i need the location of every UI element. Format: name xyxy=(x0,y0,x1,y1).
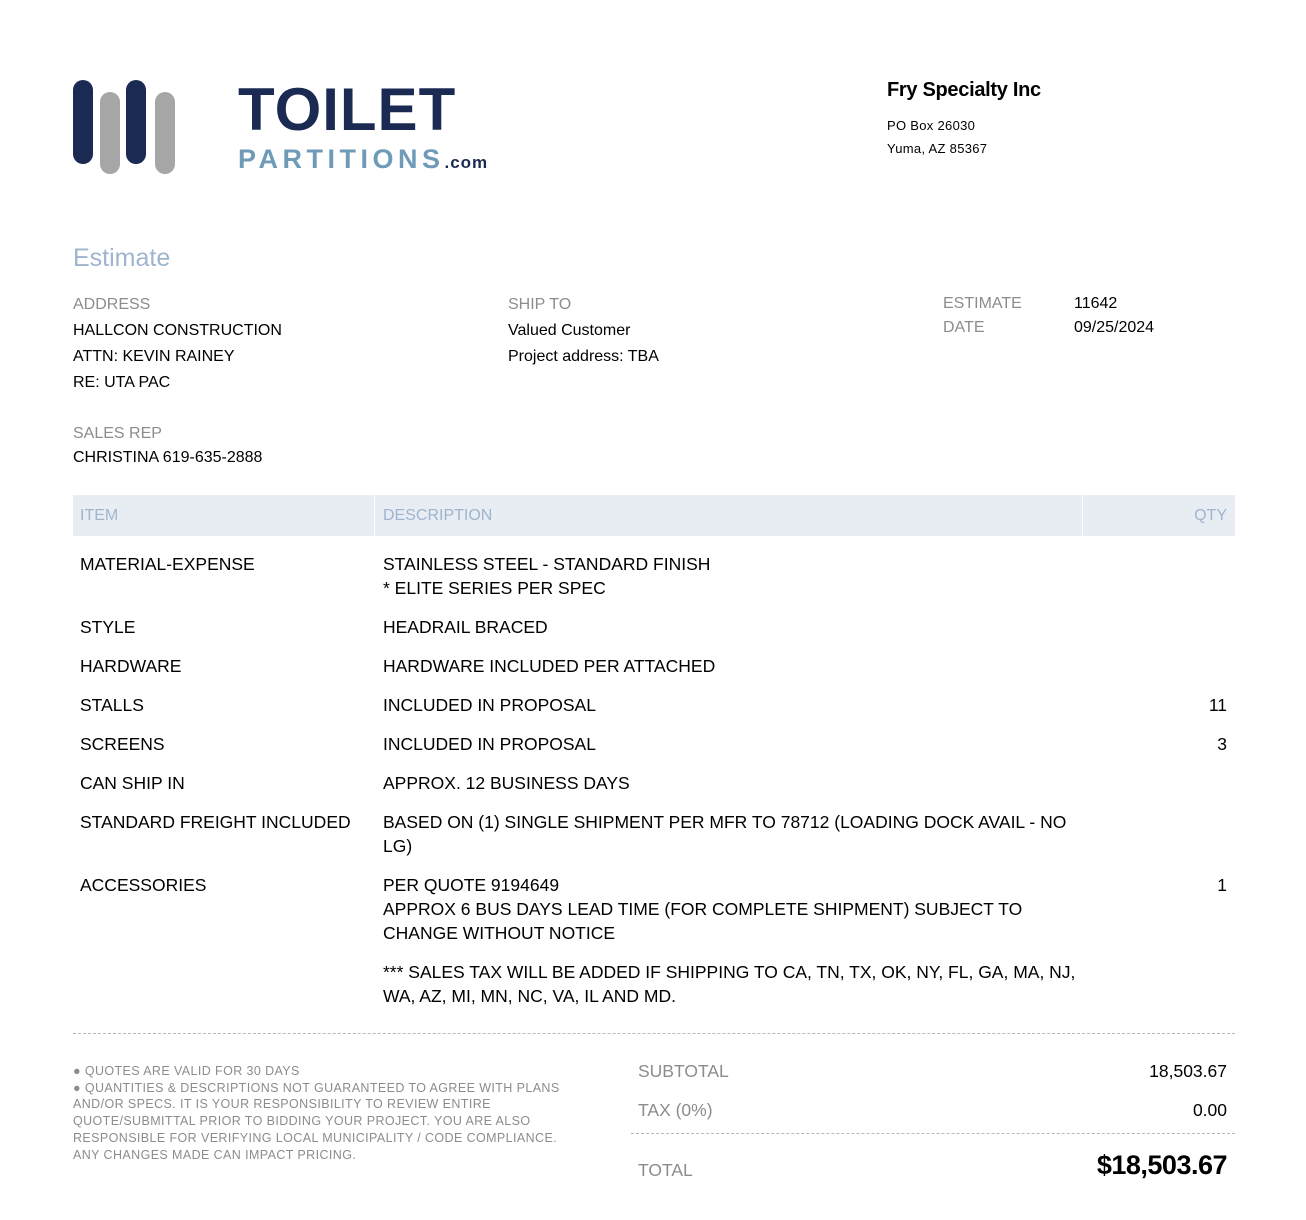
logo-bar-4 xyxy=(155,92,175,174)
description-cell xyxy=(375,732,1083,756)
estimate-date-row xyxy=(943,316,1154,340)
subtotal-row xyxy=(631,1058,1235,1084)
company-name: Fry Specialty Inc xyxy=(887,79,1041,101)
qty-cell: 3 xyxy=(1217,734,1227,754)
divider xyxy=(73,1033,1235,1034)
description-line: APPROX 6 BUS DAYS LEAD TIME (FOR COMPLETE SHIPMENT) SUBJECT TO CHANGE WITHOUT NOTICE xyxy=(383,899,1023,943)
ship-to xyxy=(508,292,659,370)
item-cell xyxy=(73,960,375,1008)
description-cell xyxy=(375,654,1083,678)
description-cell xyxy=(375,693,1083,717)
address-label: ADDRESS xyxy=(73,296,151,313)
tax-row xyxy=(631,1097,1235,1123)
logo-text-partitions-word: PARTITIONS xyxy=(238,144,445,174)
sales-rep-label: SALES REP xyxy=(73,425,162,442)
item-cell: STYLE xyxy=(80,617,136,637)
description-cell xyxy=(375,810,1083,858)
document-title: Estimate xyxy=(73,244,171,272)
description-line: *** SALES TAX WILL BE ADDED IF SHIPPING TO CA, TN, TX, OK, NY, FL, GA, MA, NJ, WA, AZ, MI, MN, NC, VA, IL AND MD. xyxy=(383,962,1076,1006)
description-line: HEADRAIL BRACED xyxy=(383,617,548,637)
estimate-number-label: ESTIMATE xyxy=(943,295,1022,312)
qty-cell: 11 xyxy=(1208,695,1227,715)
description-line: HARDWARE INCLUDED PER ATTACHED xyxy=(383,656,716,676)
logo-text-toilet: TOILET xyxy=(238,76,457,143)
logo-bar-2 xyxy=(100,92,120,174)
description-line: APPROX. 12 BUSINESS DAYS xyxy=(383,773,630,793)
description-line: PER QUOTE 9194649 xyxy=(383,875,560,895)
item-cell: STANDARD FREIGHT INCLUDED xyxy=(80,812,351,832)
item-cell: ACCESSORIES xyxy=(80,875,207,895)
description-cell xyxy=(375,873,1083,945)
tax-label: TAX (0%) xyxy=(638,1100,713,1120)
item-cell: STALLS xyxy=(80,695,144,715)
ship-to-line: Project address: TBA xyxy=(508,348,659,365)
logo-bars-icon xyxy=(72,78,182,178)
description-line: INCLUDED IN PROPOSAL xyxy=(383,734,596,754)
description-line: BASED ON (1) SINGLE SHIPMENT PER MFR TO 78712 (LOADING DOCK AVAIL - NO LG) xyxy=(383,812,1067,856)
estimate-meta xyxy=(943,292,1154,340)
line-items xyxy=(73,552,1235,1023)
address-line: ATTN: KEVIN RAINEY xyxy=(73,348,235,365)
logo-text-partitions xyxy=(238,144,488,178)
description-line: * ELITE SERIES PER SPEC xyxy=(383,578,606,598)
description-cell xyxy=(375,771,1083,795)
table-row xyxy=(73,810,1235,858)
company-address-line-2: Yuma, AZ 85367 xyxy=(887,141,988,156)
logo-text-com: .com xyxy=(444,153,489,172)
sales-rep-value: CHRISTINA 619-635-2888 xyxy=(73,449,263,466)
subtotal-label: SUBTOTAL xyxy=(638,1061,729,1081)
qty-cell xyxy=(1083,960,1235,1008)
qty-cell: 1 xyxy=(1217,875,1227,895)
estimate-number-value: 11642 xyxy=(1074,295,1118,312)
terms-notes xyxy=(73,1063,603,1163)
address-line: HALLCON CONSTRUCTION xyxy=(73,322,282,339)
item-cell: SCREENS xyxy=(80,734,165,754)
estimate-date-value: 09/25/2024 xyxy=(1074,319,1155,336)
description-cell xyxy=(375,960,1083,1008)
qty-cell xyxy=(1083,615,1235,639)
total-label: TOTAL xyxy=(638,1160,693,1180)
sales-rep xyxy=(73,422,262,470)
table-row xyxy=(73,732,1235,756)
description-line: STAINLESS STEEL - STANDARD FINISH xyxy=(383,554,711,574)
company-logo xyxy=(72,78,532,178)
address-line: RE: UTA PAC xyxy=(73,374,171,391)
qty-cell xyxy=(1083,810,1235,858)
qty-cell xyxy=(1083,771,1235,795)
column-header-description: DESCRIPTION xyxy=(375,495,1083,536)
total-value: $18,503.67 xyxy=(1096,1150,1227,1180)
estimate-date-label: DATE xyxy=(943,319,985,336)
note-line: ● QUANTITIES & DESCRIPTIONS NOT GUARANTEED TO AGREE WITH PLANS AND/OR SPECS. IT IS YOUR RESPONSIBILITY TO REVIEW ENTIRE QUOTE/SUBMITTAL PRIOR TO BIDDING YOUR PROJECT. YOU ARE ALSO RESPONSIBLE FOR VERIFYING LOCAL MUNICIPALITY / CODE COMPLIANCE. xyxy=(73,1080,560,1145)
logo-bar-1 xyxy=(73,80,93,164)
item-cell: HARDWARE xyxy=(80,656,182,676)
billing-address xyxy=(73,292,282,396)
logo-bar-3 xyxy=(126,80,146,164)
table-row xyxy=(73,960,1235,1008)
table-row xyxy=(73,771,1235,795)
estimate-number-row xyxy=(943,292,1154,316)
ship-to-line: Valued Customer xyxy=(508,322,631,339)
subtotal-value: 18,503.67 xyxy=(1149,1061,1227,1081)
company-info xyxy=(887,79,1041,160)
description-line: INCLUDED IN PROPOSAL xyxy=(383,695,596,715)
item-cell: CAN SHIP IN xyxy=(80,773,185,793)
qty-cell xyxy=(1083,552,1235,600)
table-row xyxy=(73,693,1235,717)
table-row xyxy=(73,615,1235,639)
column-header-qty: QTY xyxy=(1194,506,1227,524)
ship-to-label: SHIP TO xyxy=(508,296,572,313)
table-row xyxy=(73,552,1235,600)
item-cell: MATERIAL-EXPENSE xyxy=(80,554,255,574)
company-address-line-1: PO Box 26030 xyxy=(887,118,976,133)
tax-value: 0.00 xyxy=(1192,1100,1227,1120)
totals-block xyxy=(631,1058,1235,1181)
note-line: ANY CHANGES MADE CAN IMPACT PRICING. xyxy=(73,1147,357,1162)
table-row xyxy=(73,873,1235,945)
qty-cell xyxy=(1083,654,1235,678)
total-row xyxy=(631,1134,1235,1181)
note-line: ● QUOTES ARE VALID FOR 30 DAYS xyxy=(73,1064,300,1078)
description-cell xyxy=(375,552,1083,600)
line-items-header xyxy=(73,495,1235,536)
column-header-item: ITEM xyxy=(73,495,375,536)
description-cell xyxy=(375,615,1083,639)
table-row xyxy=(73,654,1235,678)
